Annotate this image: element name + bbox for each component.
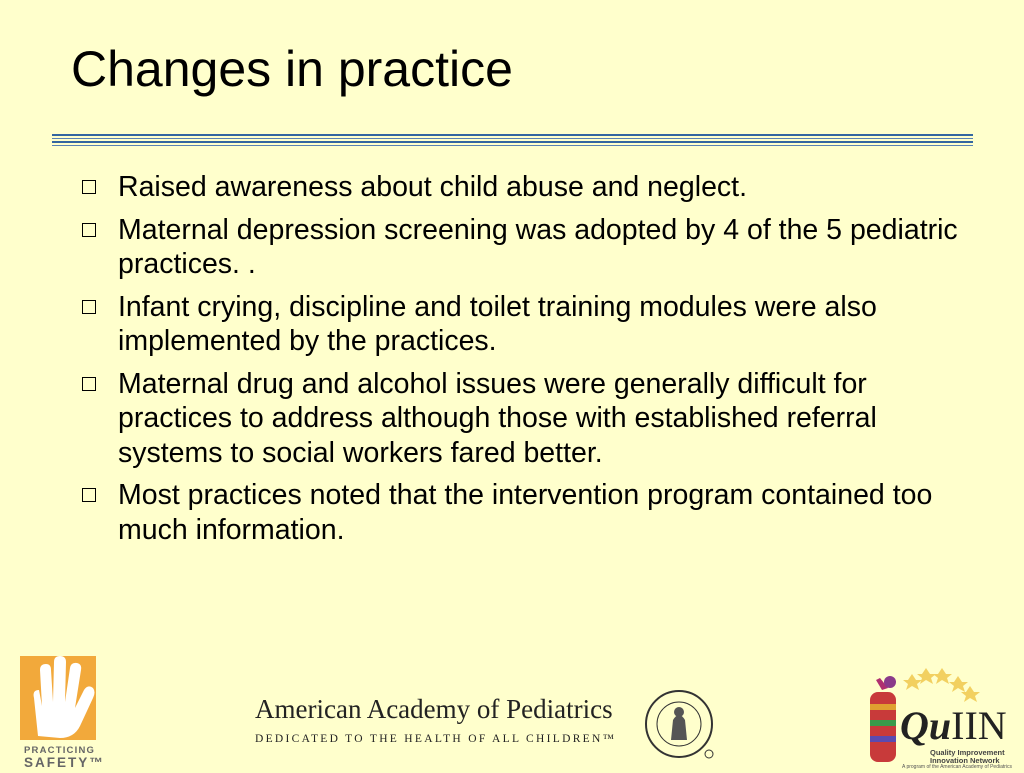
aap-name: American Academy of Pediatrics bbox=[255, 694, 613, 724]
bullet-item: Raised awareness about child abuse and neglect. bbox=[80, 170, 960, 205]
practicing-safety-logo bbox=[20, 656, 105, 770]
footer bbox=[0, 650, 1024, 768]
checkbox-bullet-icon bbox=[82, 488, 96, 502]
practicing-safety-line1: PRACTICING bbox=[24, 745, 96, 756]
practicing-safety-line2: SAFETY™ bbox=[24, 755, 105, 770]
checkbox-bullet-icon bbox=[82, 223, 96, 237]
bullet-item: Maternal depression screening was adopted by 4 of the 5 pediatric practices. . bbox=[80, 213, 960, 282]
hand-icon bbox=[20, 656, 100, 744]
bullet-item: Most practices noted that the intervention program contained too much information. bbox=[80, 478, 960, 547]
quiin-subtitle-1: Quality Improvement bbox=[930, 748, 1005, 757]
checkbox-bullet-icon bbox=[82, 180, 96, 194]
slide-title: Changes in practice bbox=[71, 41, 513, 97]
quiin-subtitle-2: Innovation Network bbox=[930, 756, 1000, 765]
quiin-program-note: A program of the American Academy of Pediatrics bbox=[902, 764, 1013, 770]
checkbox-bullet-icon bbox=[82, 377, 96, 391]
bullet-item: Infant crying, discipline and toilet training modules were also implemented by the practices. bbox=[80, 290, 960, 359]
quiin-logo bbox=[860, 660, 1020, 768]
aap-tagline: DEDICATED TO THE HEALTH OF ALL CHILDREN™ bbox=[255, 733, 617, 745]
aap-logo bbox=[255, 694, 616, 745]
title-divider bbox=[52, 134, 973, 148]
quiin-wordmark: QuIIN bbox=[900, 703, 1007, 748]
bullet-item: Maternal drug and alcohol issues were generally difficult for practices to address although those with established referral systems to social workers fared better. bbox=[80, 367, 960, 471]
aap-seal-icon bbox=[643, 688, 715, 760]
bullet-list bbox=[80, 170, 960, 555]
checkbox-bullet-icon bbox=[82, 300, 96, 314]
